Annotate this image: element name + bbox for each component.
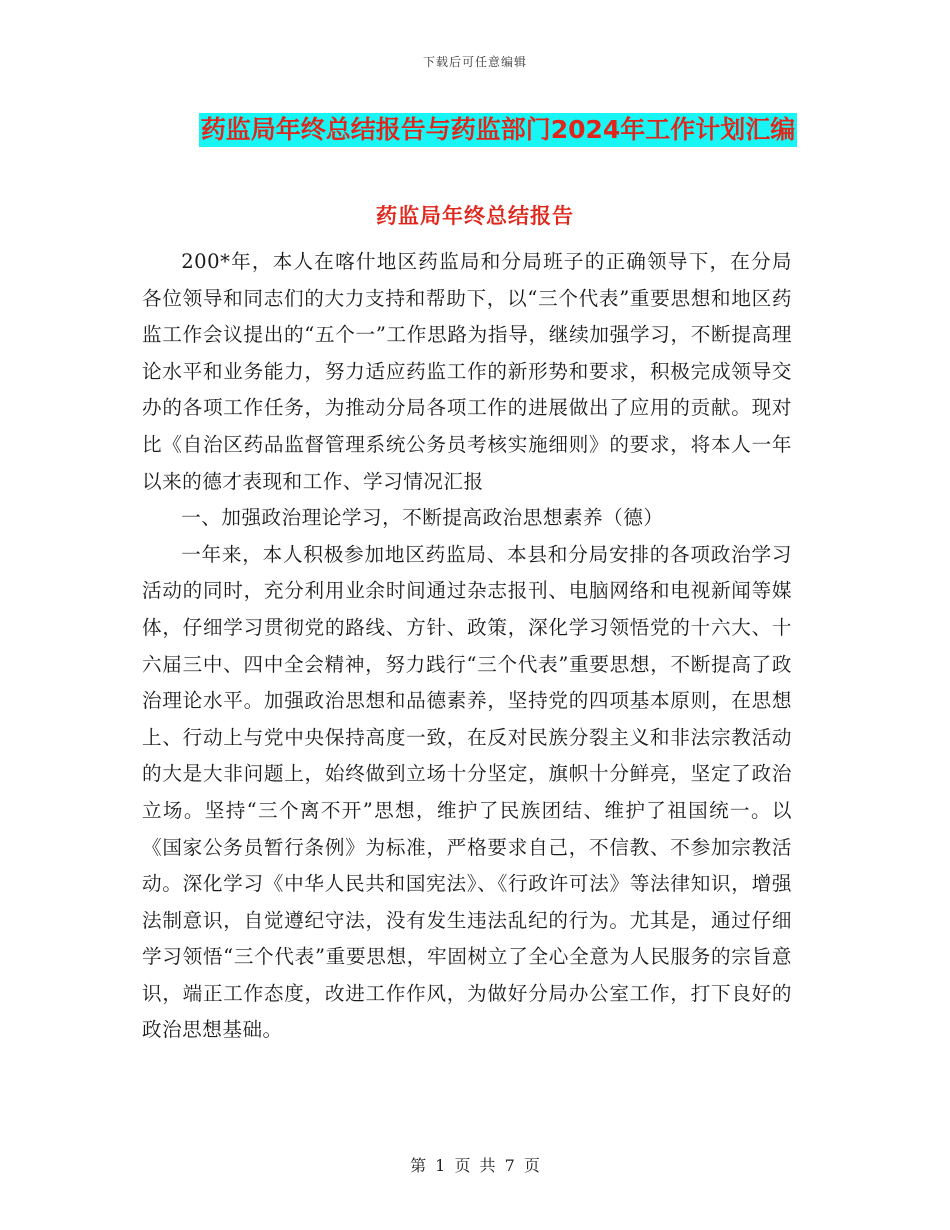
page-footer: 第 1 页 共 7 页 (410, 1156, 540, 1175)
page-header-note: 下载后可任意编辑 (422, 55, 527, 69)
document-body (142, 244, 792, 1049)
document-title-container (0, 113, 950, 147)
document-title: 药监局年终总结报告与药监部门2024年工作计划汇编 (199, 113, 798, 147)
body-paragraph-intro: 200*年，本人在喀什地区药监局和分局班子的正确领导下，在分局各位领导和同志们的大力支持和帮助下，以“三个代表”重要思想和地区药监工作会议提出的“五个一”工作思路为指导，继续加强学习，不断提高理论水平和业务能力，努力适应药监工作的新形势和要求，积极完成领导交办的各项工作任务，为推动分局各项工作的进展做出了应用的贡献。现对比《自治区药品监督管理系统公务员考核实施细则》的要求，将本人一年以来的德才表现和工作、学习情况汇报 (142, 250, 792, 493)
body-paragraph-politics: 一年来，本人积极参加地区药监局、本县和分局安排的各项政治学习活动的同时，充分利用业余时间通过杂志报刊、电脑网络和电视新闻等媒体，仔细学习贯彻党的路线、方针、政策，深化学习领悟党的十六大、十六届三中、四中全会精神，努力践行“三个代表”重要思想，不断提高了政治理论水平。加强政治思想和品德素养，坚持党的四项基本原则，在思想上、行动上与党中央保持高度一致，在反对民族分裂主义和非法宗教活动的大是大非问题上，始终做到立场十分坚定，旗帜十分鲜亮，坚定了政治立场。坚持“三个离不开”思想，维护了民族团结、维护了祖国统一。以《国家公务员暂行条例》为标准，严格要求自己，不信教、不参加宗教活动。深化学习《中华人民共和国宪法》、《行政许可法》等法律知识，增强法制意识，自觉遵纪守法，没有发生违法乱纪的行为。尤其是，通过仔细学习领悟“三个代表”重要思想，牢固树立了全心全意为人民服务的宗旨意识，端正工作态度，改进工作作风，为做好分局办公室工作，打下良好的政治思想基础。 (142, 542, 792, 1042)
body-heading-politics: 一、加强政治理论学习，不断提高政治思想素养（德） (181, 506, 664, 530)
section-title: 药监局年终总结报告 (376, 204, 574, 228)
